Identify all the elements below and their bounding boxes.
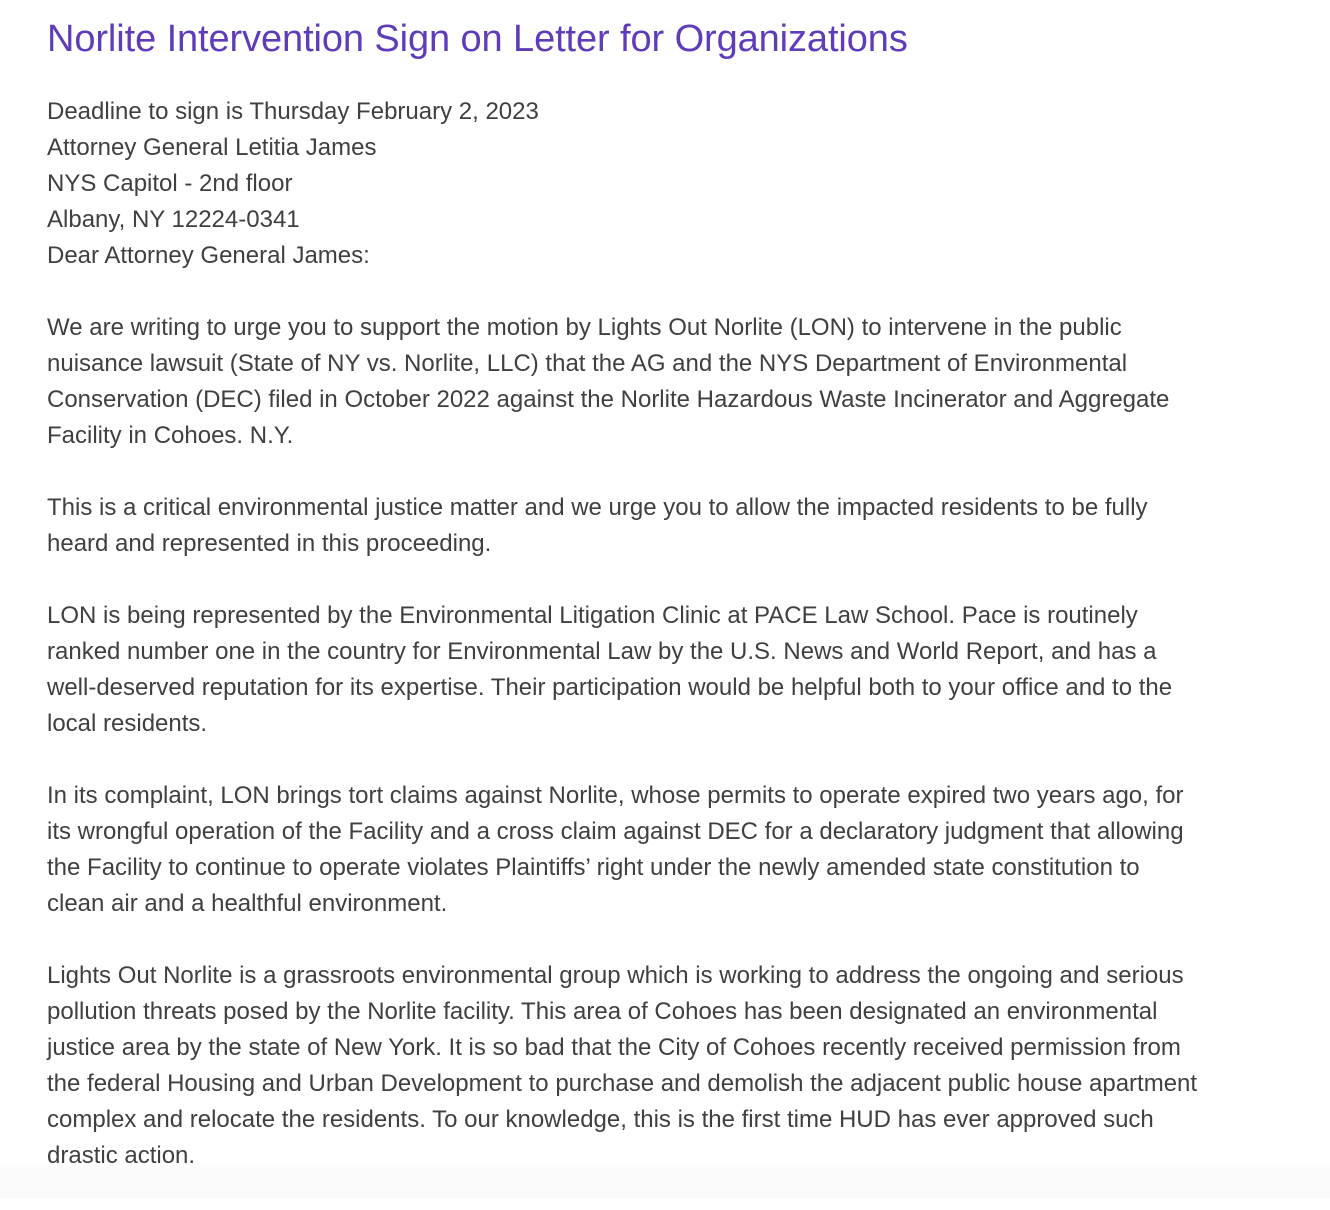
paragraph-motion-support — [47, 310, 1317, 454]
paragraph-line: This is a critical environmental justice matter and we urge you to allow the impacted residents to be fully — [47, 494, 1148, 521]
paragraph-line: heard and represented in this proceeding. — [47, 530, 492, 557]
paragraph-line: drastic action. — [47, 1142, 196, 1169]
deadline-line: Deadline to sign is Thursday February 2, 2023 — [47, 98, 539, 125]
paragraph-line: the Facility to continue to operate violates Plaintiffs’ right under the newly amended state constitution to — [47, 854, 1140, 881]
paragraph-line: We are writing to urge you to support the motion by Lights Out Norlite (LON) to intervene in the public — [47, 314, 1122, 341]
paragraph-line: pollution threats posed by the Norlite facility. This area of Cohoes has been designated an environmental — [47, 998, 1158, 1025]
paragraph-complaint — [47, 778, 1317, 922]
paragraph-line: justice area by the state of New York. It is so bad that the City of Cohoes recently received permission from — [47, 1034, 1181, 1061]
paragraph-line: complex and relocate the residents. To our knowledge, this is the first time HUD has ever approved such — [47, 1106, 1154, 1133]
paragraph-line: local residents. — [47, 710, 208, 737]
paragraph-line: LON is being represented by the Environmental Litigation Clinic at PACE Law School. Pace is routinely — [47, 602, 1138, 629]
recipient-address-line-2: Albany, NY 12224-0341 — [47, 206, 300, 233]
paragraph-lights-out-norlite — [47, 958, 1317, 1174]
page-title: Norlite Intervention Sign on Letter for Organizations — [47, 18, 908, 60]
paragraph-pace-representation — [47, 598, 1317, 742]
letter-body — [47, 94, 1317, 1210]
recipient-name: Attorney General Letitia James — [47, 134, 377, 161]
paragraph-line: the federal Housing and Urban Development to purchase and demolish the adjacent public house apartment — [47, 1070, 1198, 1097]
recipient-address-line-1: NYS Capitol - 2nd floor — [47, 170, 293, 197]
salutation: Dear Attorney General James: — [47, 242, 370, 269]
paragraph-line: Conservation (DEC) filed in October 2022 against the Norlite Hazardous Waste Incinerator and Aggregate — [47, 386, 1170, 413]
letter-header — [47, 94, 1317, 274]
paragraph-line: well-deserved reputation for its expertise. Their participation would be helpful both to your office and to the — [47, 674, 1173, 701]
paragraph-line: clean air and a healthful environment. — [47, 890, 448, 917]
paragraph-line: Lights Out Norlite is a grassroots environmental group which is working to address the ongoing and serious — [47, 962, 1184, 989]
paragraph-line: Facility in Cohoes. N.Y. — [47, 422, 294, 449]
paragraph-line: its wrongful operation of the Facility and a cross claim against DEC for a declaratory judgment that allowing — [47, 818, 1184, 845]
paragraph-environmental-justice — [47, 490, 1317, 562]
paragraph-line: nuisance lawsuit (State of NY vs. Norlite, LLC) that the AG and the NYS Department of Environmental — [47, 350, 1128, 377]
paragraph-line: ranked number one in the country for Environmental Law by the U.S. News and World Report, and has a — [47, 638, 1157, 665]
paragraph-line: In its complaint, LON brings tort claims against Norlite, whose permits to operate expired two years ago, for — [47, 782, 1184, 809]
